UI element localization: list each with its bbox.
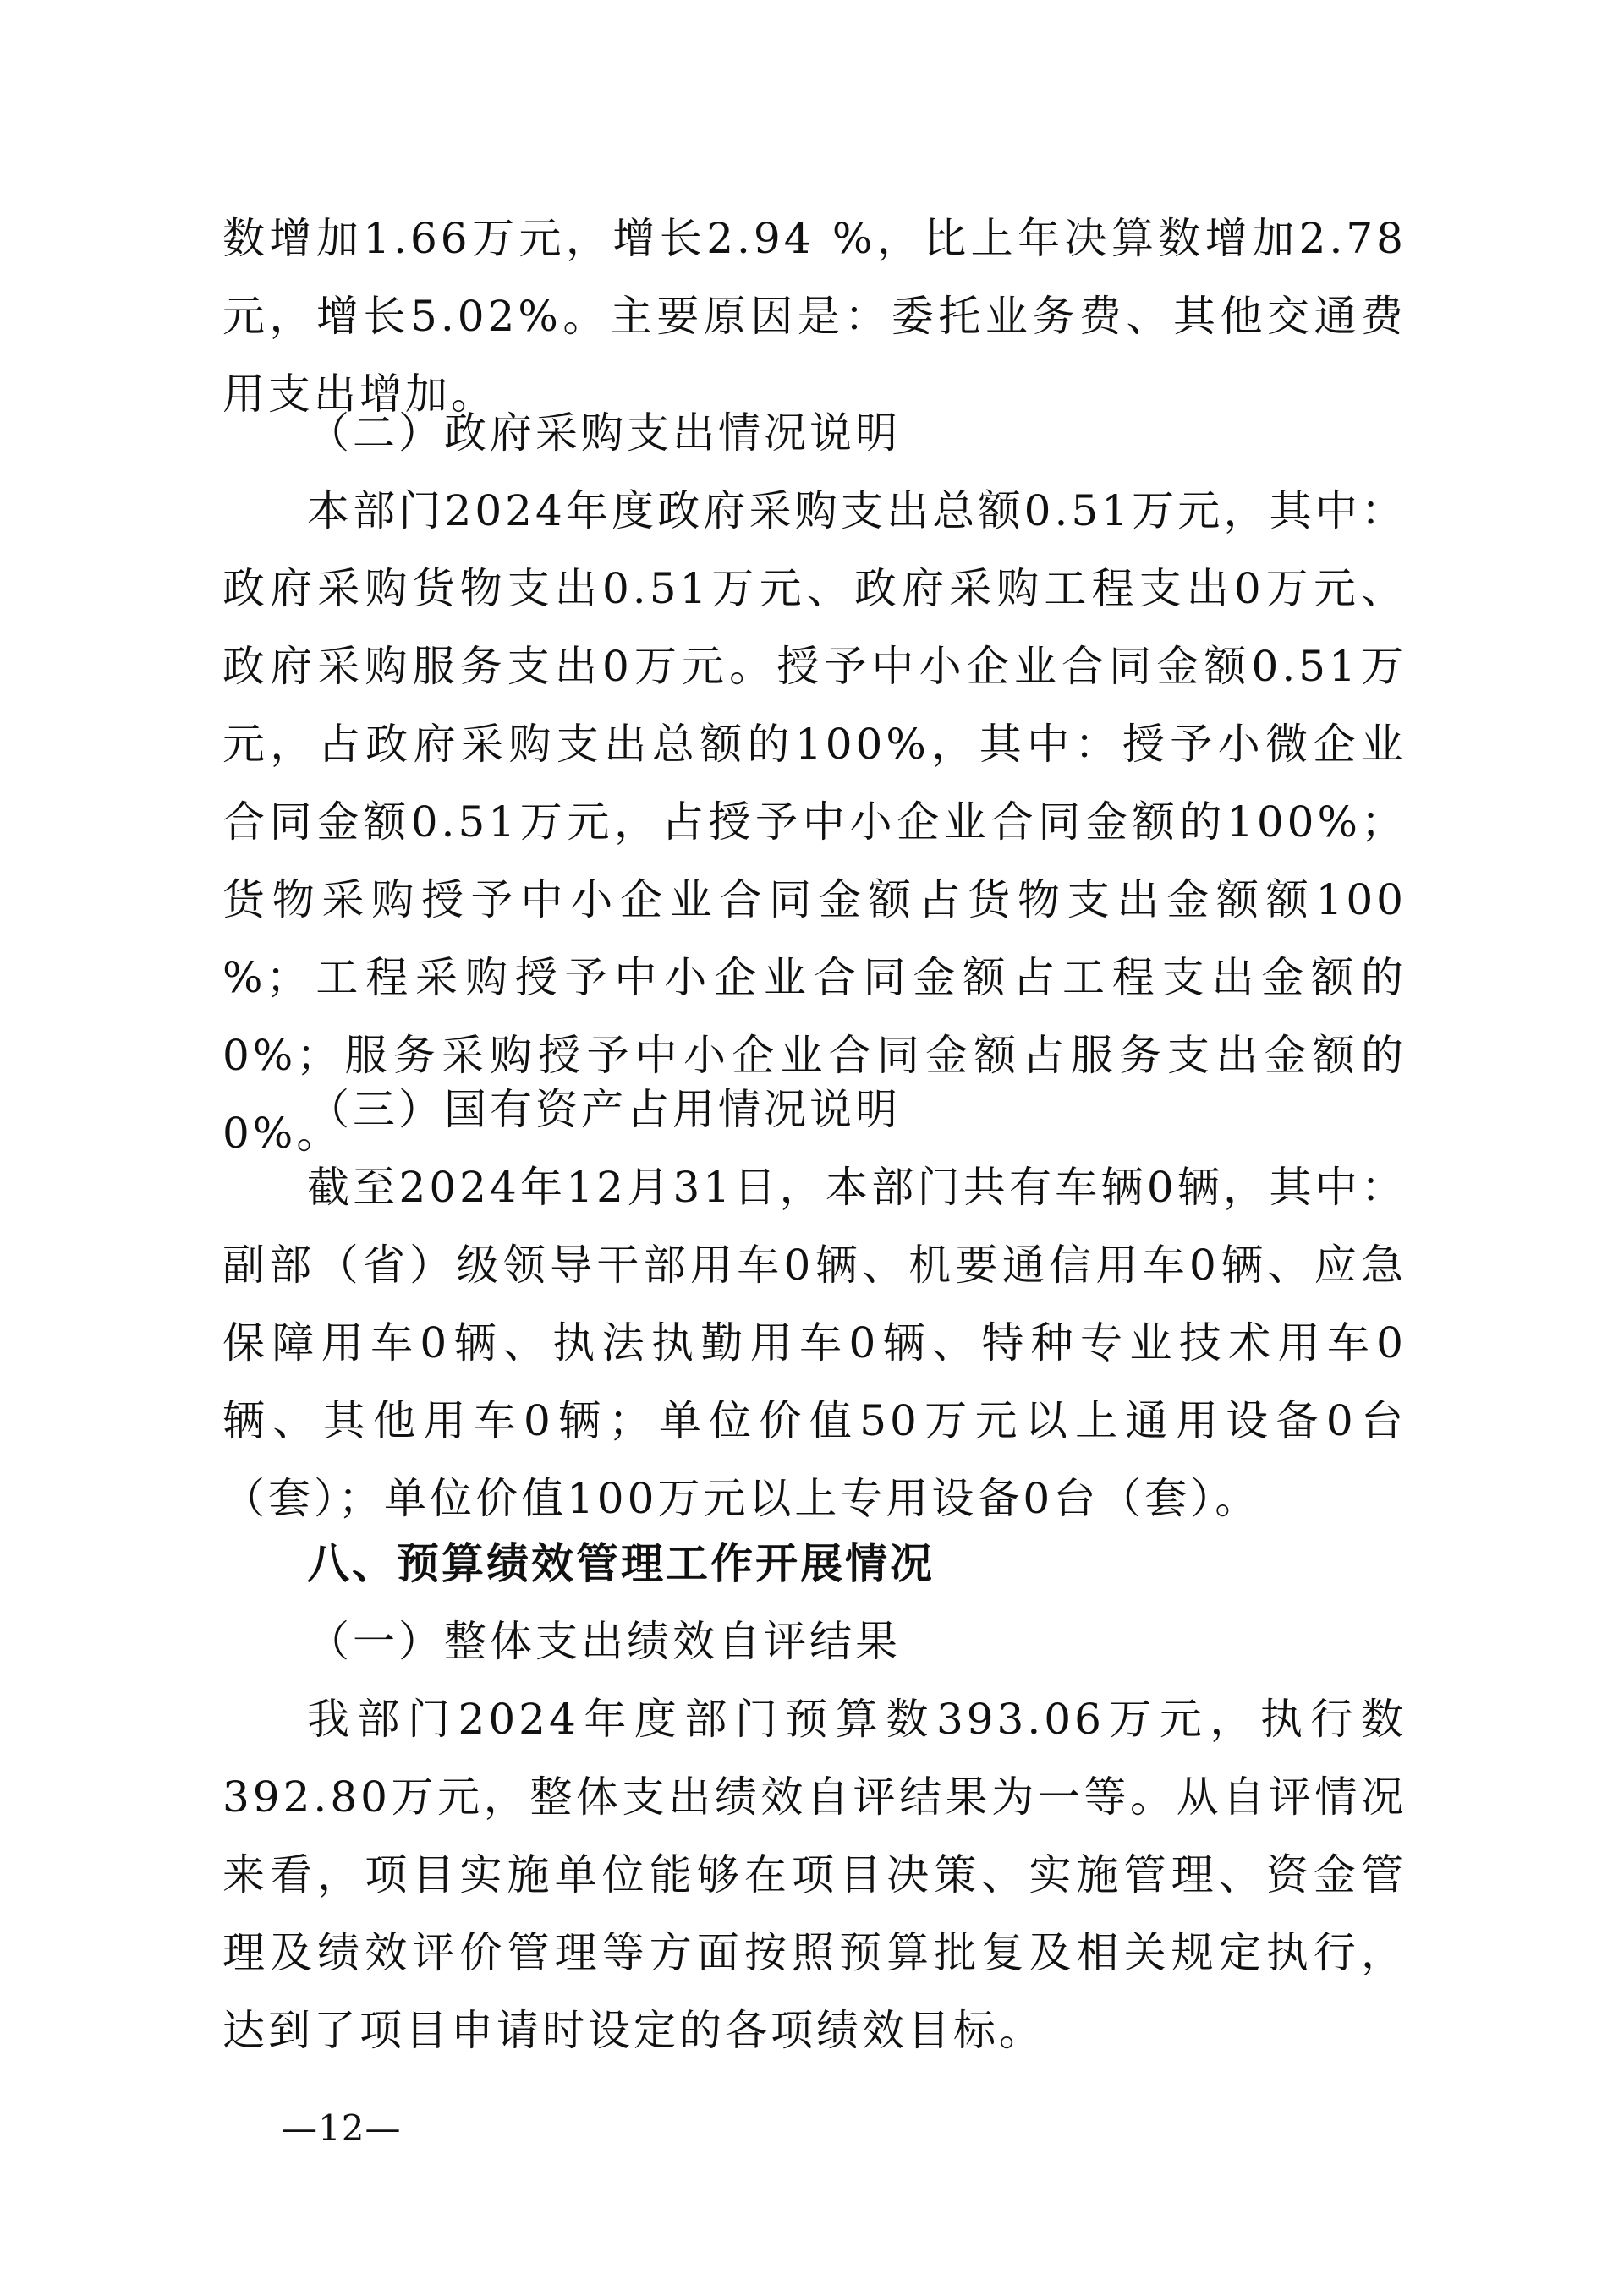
overall-performance-heading: （一）整体支出绩效自评结果 <box>307 1617 901 1666</box>
assets-heading: （三）国有资产占用情况说明 <box>307 1085 901 1134</box>
assets-paragraph: 截至2024年12月31日，本部门共有车辆0辆，其中：副部（省）级领导干部用车0辆、机要通信用车0辆、应急保障用车0辆、执法执勤用车0辆、特种专业技术用车0辆、其他用车0辆；单位价值50万元以上通用设备0台（套）；单位价值100万元以上专用设备0台（套）。 <box>222 1163 1407 1523</box>
page-number: —12— <box>282 2107 402 2149</box>
procurement-heading: （二）政府采购支出情况说明 <box>307 408 901 458</box>
procurement-paragraph: 本部门2024年度政府采购支出总额0.51万元，其中：政府采购货物支出0.51万元、政府采购工程支出0万元、政府采购服务支出0万元。授予中小企业合同金额0.51万元，占政府采购支出总额的100%，其中：授予小微企业合同金额0.51万元，占授予中小企业合同金额的100%；货物采购授予中小企业合同金额占货物支出金额额100 %；工程采购授予中小企业合同金额占工程支出金额的0%；服务采购授予中小企业合同金额占服务支出金额的0%。 <box>222 486 1407 1158</box>
continuation-paragraph: 数增加1.66万元，增长2.94 %，比上年决算数增加2.78元，增长5.02%。主要原因是：委托业务费、其他交通费用支出增加。 <box>222 214 1407 419</box>
section-8-heading: 八、预算绩效管理工作开展情况 <box>307 1539 935 1588</box>
overall-performance-paragraph: 我部门2024年度部门预算数393.06万元，执行数392.80万元，整体支出绩效自评结果为一等。从自评情况来看，项目实施单位能够在项目决策、实施管理、资金管理及绩效评价管理等方面按照预算批复及相关规定执行，达到了项目申请时设定的各项绩效目标。 <box>222 1695 1407 2055</box>
